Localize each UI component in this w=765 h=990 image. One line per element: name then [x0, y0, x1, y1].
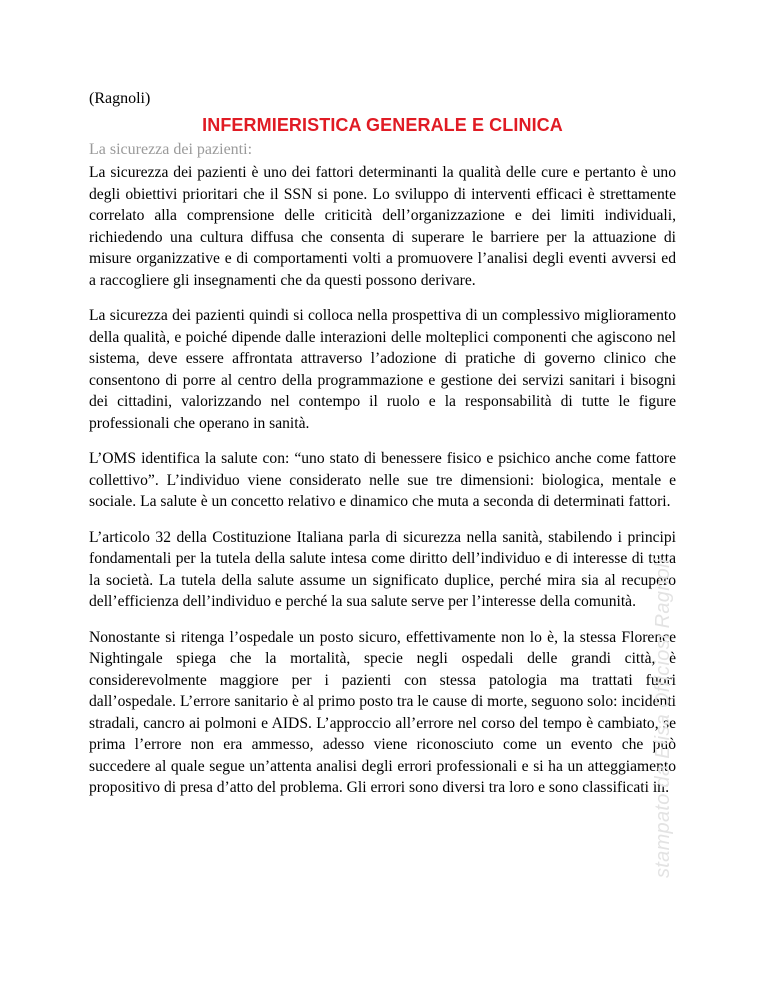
- watermark: stampato da Elisa Officiosi Ragnoli: [652, 558, 674, 878]
- body-text: [89, 162, 676, 813]
- author-label: (Ragnoli): [89, 90, 151, 107]
- page-title: INFERMIERISTICA GENERALE E CLINICA: [202, 115, 563, 135]
- paragraph: L’OMS identifica la salute con: “uno stato di benessere fisico e psichico anche come fattore collettivo”. L’individuo viene considerato nelle sue tre dimensioni: biologica, mentale e sociale. La salute è un concetto relativo e dinamico che muta a seconda di determinati fattori.: [89, 450, 676, 510]
- section-heading: La sicurezza dei pazienti:: [89, 141, 253, 158]
- paragraph: L’articolo 32 della Costituzione Italiana parla di sicurezza nella sanità, stabilendo i principi fondamentali per la tutela della salute intesa come diritto dell’individuo e di interesse di tutta la società. La tutela della salute assume un significato duplice, perché mira sia al recupero dell’efficienza dell’individuo e perché la sua salute serve per l’interesse della comunità.: [89, 528, 676, 610]
- paragraph: Nonostante si ritenga l’ospedale un posto sicuro, effettivamente non lo è, la stessa Florence Nightingale spiega che la mortalità, specie negli ospedali delle grandi città, è considerevolmente maggiore per i pazienti con stessa patologia ma trattati fuori dall’ospedale. L’errore sanitario è al primo posto tra le cause di morte, seguono solo: incidenti stradali, cancro ai polmoni e AIDS. L’approccio all’errore nel corso del tempo è cambiato, se prima l’errore non era ammesso, adesso viene riconosciuto come un evento che può succedere al quale segue un’attenta analisi degli errori professionali e si ha un atteggiamento propositivo di presa d’atto del problema. Gli errori sono diversi tra loro e sono classificati in:: [89, 628, 676, 796]
- paragraph: La sicurezza dei pazienti quindi si colloca nella prospettiva di un complessivo miglioramento della qualità, e poiché dipende dalle interazioni delle molteplici componenti che agiscono nel sistema, deve essere affrontata attraverso l’adozione di pratiche di governo clinico che consentono di porre al centro della programmazione e gestione dei servizi sanitari i bisogni dei cittadini, valorizzando nel contempo il ruolo e la responsabilità di tutte le figure professionali che operano in sanità.: [89, 307, 676, 432]
- paragraph: La sicurezza dei pazienti è uno dei fattori determinanti la qualità delle cure e pertanto è uno degli obiettivi prioritari che il SSN si pone. Lo sviluppo di interventi efficaci è strettamente correlato alla comprensione delle criticità dell’organizzazione e dei limiti individuali, richiedendo una cultura diffusa che consenta di superare le barriere per la attuazione di misure organizzative e di comportamenti volti a promuovere l’analisi degli eventi avversi ed a raccogliere gli insegnamenti che da questi possono derivare.: [89, 164, 676, 289]
